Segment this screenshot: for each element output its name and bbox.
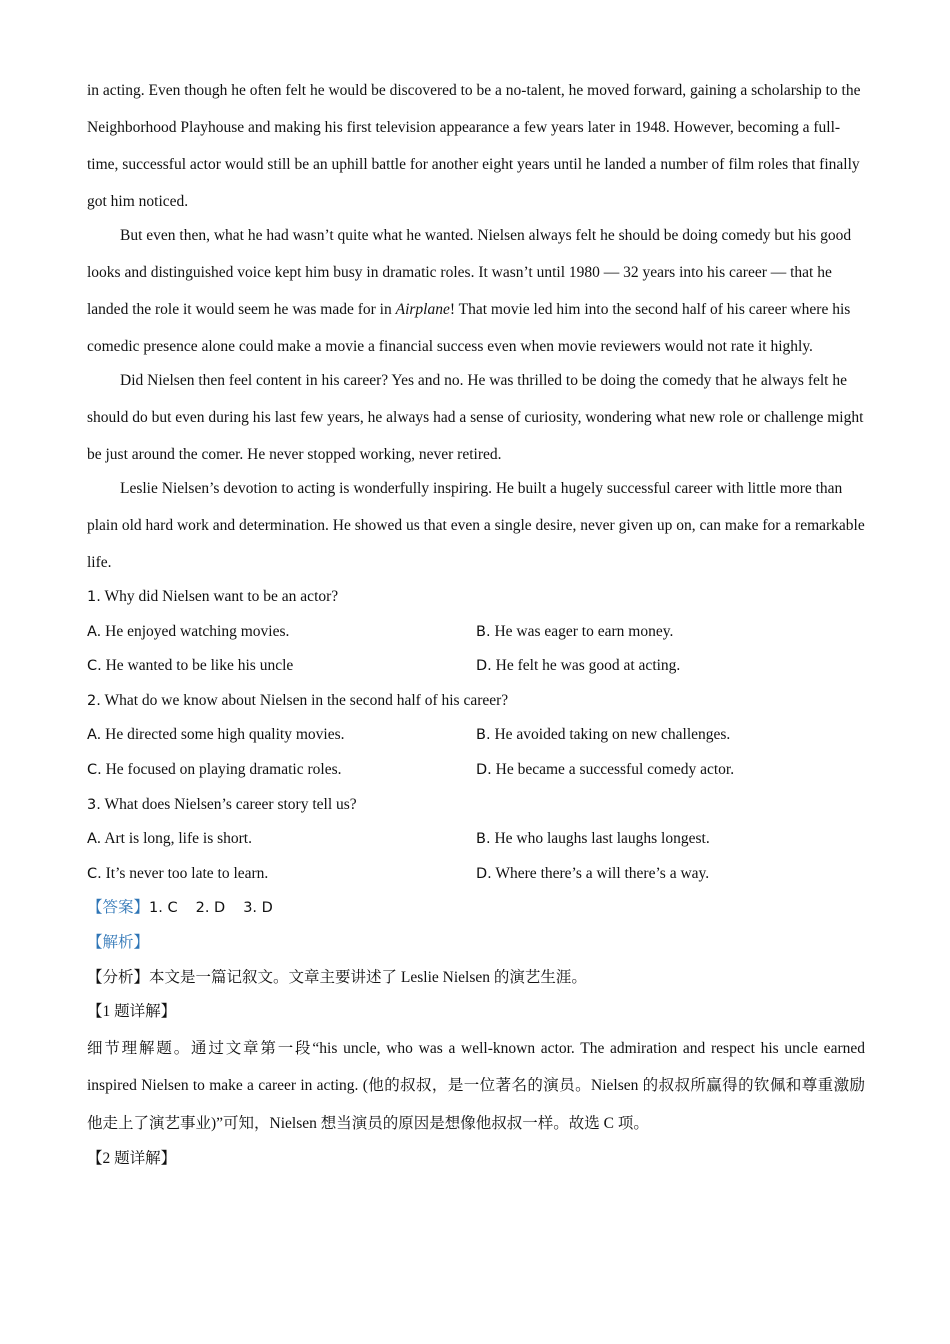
options-row: [87, 718, 865, 753]
option-a: [87, 822, 476, 857]
paragraph-2-text-end: ! That movie led him into the second half of his career where his comedic presence alone could make a movie a financial success even when movie reviewers would not rate it highly.: [87, 301, 851, 355]
q1-detail-explanation: 细节理解题。通过文章第一段“his uncle, who was a well-known actor. The admiration and respect his uncle earned inspired Nielsen to make a career in acting. (他的叔叔，是一位著名的演员。Nielsen 的叔叔所赢得的钦佩和尊重激励他走上了演艺事业)”可知，Nielsen 想当演员的原因是想像他叔叔一样。故选 C 项。: [87, 1039, 865, 1132]
options-row: [87, 649, 865, 684]
option-text: He directed some high quality movies.: [105, 726, 345, 744]
option-letter: C.: [87, 865, 102, 882]
option-a: [87, 615, 476, 650]
question-text: What do we know about Nielsen in the second half of his career?: [104, 691, 509, 709]
question-1: [87, 580, 865, 615]
passage-paragraph-3: Did Nielsen then feel content in his career? Yes and no. He was thrilled to be doing the comedy that he always felt he should do but even during his last few years, he always had a sense of curiosity, wondering what new role or challenge might be just around the comer. He never stopped working, never retired.: [87, 372, 864, 463]
option-c: [87, 857, 476, 892]
question-number: 2.: [87, 692, 101, 709]
answer-value-3: 3. D: [243, 900, 273, 917]
option-text: He enjoyed watching movies.: [105, 622, 290, 640]
options-row: [87, 615, 865, 650]
option-text: He wanted to be like his uncle: [105, 657, 294, 675]
option-letter: A.: [87, 831, 102, 848]
question-2: [87, 684, 865, 719]
option-text: He became a successful comedy actor.: [495, 760, 735, 778]
question-text: What does Nielsen’s career story tell us?: [104, 795, 357, 813]
option-text: He avoided taking on new challenges.: [494, 726, 731, 744]
summary-label: 【分析】: [87, 968, 150, 986]
q1-detail-heading: [87, 995, 865, 1030]
question-number: 1.: [87, 589, 101, 605]
answer-value-2: 2. D: [195, 900, 226, 917]
question-text: Why did Nielsen want to be an actor?: [104, 588, 339, 605]
option-text: He who laughs last laughs longest.: [494, 830, 710, 848]
options-row: [87, 753, 865, 788]
option-letter: B.: [476, 623, 491, 640]
answer-line: [87, 891, 865, 926]
option-c: [87, 649, 476, 684]
q1-heading-text: 【1 题详解】: [87, 1003, 177, 1021]
q2-heading-text: 【2 题详解】: [87, 1150, 177, 1168]
document-content: [87, 72, 865, 1177]
option-text: It’s never too late to learn.: [105, 864, 269, 882]
answer-label: 【答案】: [87, 899, 150, 917]
option-d: [476, 753, 865, 788]
option-text: Where there’s a will there’s a way.: [495, 864, 710, 882]
question-number: 3.: [87, 796, 101, 813]
option-letter: D.: [476, 865, 492, 882]
passage-paragraph-1: in acting. Even though he often felt he would be discovered to be a no-talent, he moved forward, gaining a scholarship to the Neighborhood Playhouse and making his first television appearance a few years later in 1948. However, becoming a full-time, successful actor would still be an uphill battle for another eight years until he landed a number of film roles that finally got him noticed.: [87, 82, 861, 210]
option-b: [476, 615, 865, 650]
option-letter: A.: [87, 623, 102, 640]
analysis-label: 【解析】: [87, 933, 150, 951]
option-letter: B.: [476, 727, 491, 744]
option-d: [476, 649, 865, 684]
question-3: [87, 788, 865, 823]
movie-title-airplane: Airplane: [395, 301, 450, 318]
options-row: [87, 857, 865, 892]
option-letter: D.: [476, 761, 492, 778]
passage-paragraph-2: [87, 217, 865, 365]
option-d: [476, 857, 865, 892]
option-c: [87, 753, 476, 788]
option-text: He was eager to earn money.: [494, 622, 674, 640]
options-row: [87, 822, 865, 857]
paragraph-2-text-start: But even then, what he had wasn’t quite what he wanted. Nielsen always felt he should be doing comedy but his good looks and distinguished voice kept him busy in dramatic roles. It wasn’t until 1980 — 32 years into his career — that he landed the role it would seem he was made for in: [87, 227, 852, 318]
option-text: He focused on playing dramatic roles.: [105, 760, 342, 778]
q2-detail-heading: [87, 1142, 865, 1177]
option-a: [87, 718, 476, 753]
option-letter: B.: [476, 831, 491, 848]
option-letter: C.: [87, 658, 102, 675]
option-text: He felt he was good at acting.: [495, 657, 681, 675]
option-letter: A.: [87, 727, 102, 744]
option-b: [476, 822, 865, 857]
option-b: [476, 718, 865, 753]
analysis-summary: [87, 961, 865, 996]
summary-text: 本文是一篇记叙文。文章主要讲述了 Leslie Nielsen 的演艺生涯。: [149, 968, 587, 986]
answer-value-1: 1. C: [149, 900, 178, 917]
passage-paragraph-4: Leslie Nielsen’s devotion to acting is wonderfully inspiring. He built a hugely successful career with little more than plain old hard work and determination. He showed us that even a single desire, never given up on, can make for a remarkable life.: [87, 480, 865, 571]
option-letter: C.: [87, 761, 102, 778]
option-letter: D.: [476, 658, 492, 675]
analysis-heading: [87, 926, 865, 961]
option-text: Art is long, life is short.: [104, 830, 252, 848]
